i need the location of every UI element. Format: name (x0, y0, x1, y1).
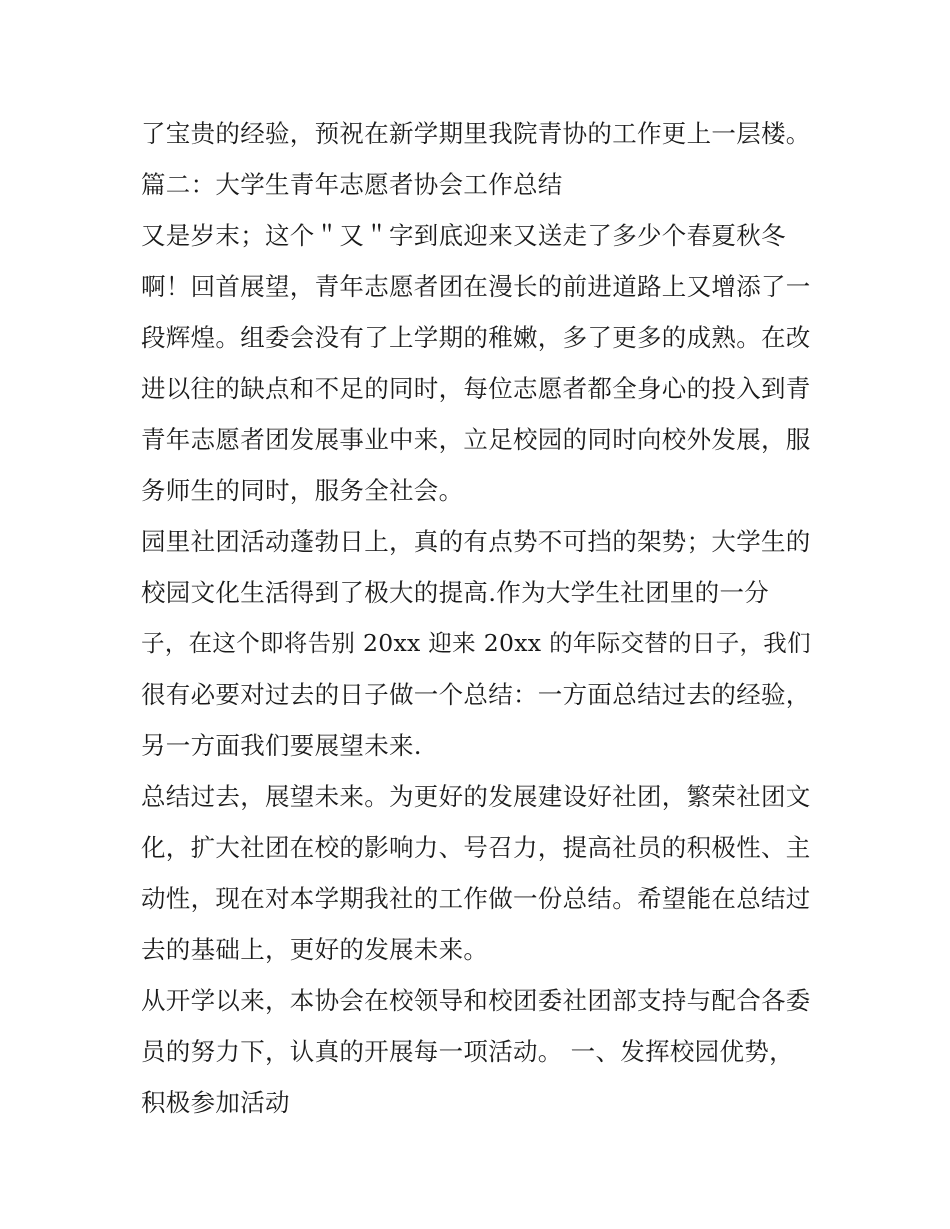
text-line-9: 园里社团活动蓬勃日上，真的有点势不可挡的架势；大学生的 (141, 527, 811, 556)
text-line-8: 务师生的同时，服务全社会。 (141, 476, 464, 505)
text-line-19: 员的努力下，认真的开展每一项活动。 一、发挥校园优势， (141, 1037, 794, 1066)
text-line-6: 进以往的缺点和不足的同时，每位志愿者都全身心的投入到青 (141, 374, 811, 403)
text-line-7: 青年志愿者团发展事业中来，立足校园的同时向校外发展，服 (141, 425, 811, 454)
text-line-11: 子，在这个即将告别 20xx 迎来 20xx 的年际交替的日子，我们 (141, 629, 811, 657)
text-line-14: 总结过去，展望未来。为更好的发展建设好社团，繁荣社团文 (141, 782, 811, 811)
text-line-15: 化，扩大社团在校的影响力、号召力，提高社员的积极性、主 (141, 833, 811, 862)
text-line-20: 积极参加活动 (141, 1088, 290, 1117)
text-line-18: 从开学以来，本协会在校领导和校团委社团部支持与配合各委 (141, 986, 811, 1015)
text-line-16: 动性，现在对本学期我社的工作做一份总结。希望能在总结过 (141, 884, 811, 913)
text-line-5: 段辉煌。组委会没有了上学期的稚嫩，多了更多的成熟。在改 (141, 323, 811, 352)
text-line-3: 又是岁末；这个＂又＂字到底迎来又送走了多少个春夏秋冬 (141, 221, 786, 250)
text-line-13: 另一方面我们要展望未来. (141, 731, 422, 760)
text-line-12: 很有必要对过去的日子做一个总结：一方面总结过去的经验， (141, 680, 811, 709)
text-line-1: 了宝贵的经验，预祝在新学期里我院青协的工作更上一层楼。 (141, 119, 811, 148)
document-body (141, 108, 821, 1128)
text-line-10: 校园文化生活得到了极大的提高.作为大学生社团里的一分 (141, 578, 770, 607)
section-heading: 篇二：大学生青年志愿者协会工作总结 (141, 170, 563, 199)
text-line-4: 啊！回首展望，青年志愿者团在漫长的前进道路上又增添了一 (141, 272, 811, 301)
text-line-17: 去的基础上，更好的发展未来。 (141, 935, 489, 964)
